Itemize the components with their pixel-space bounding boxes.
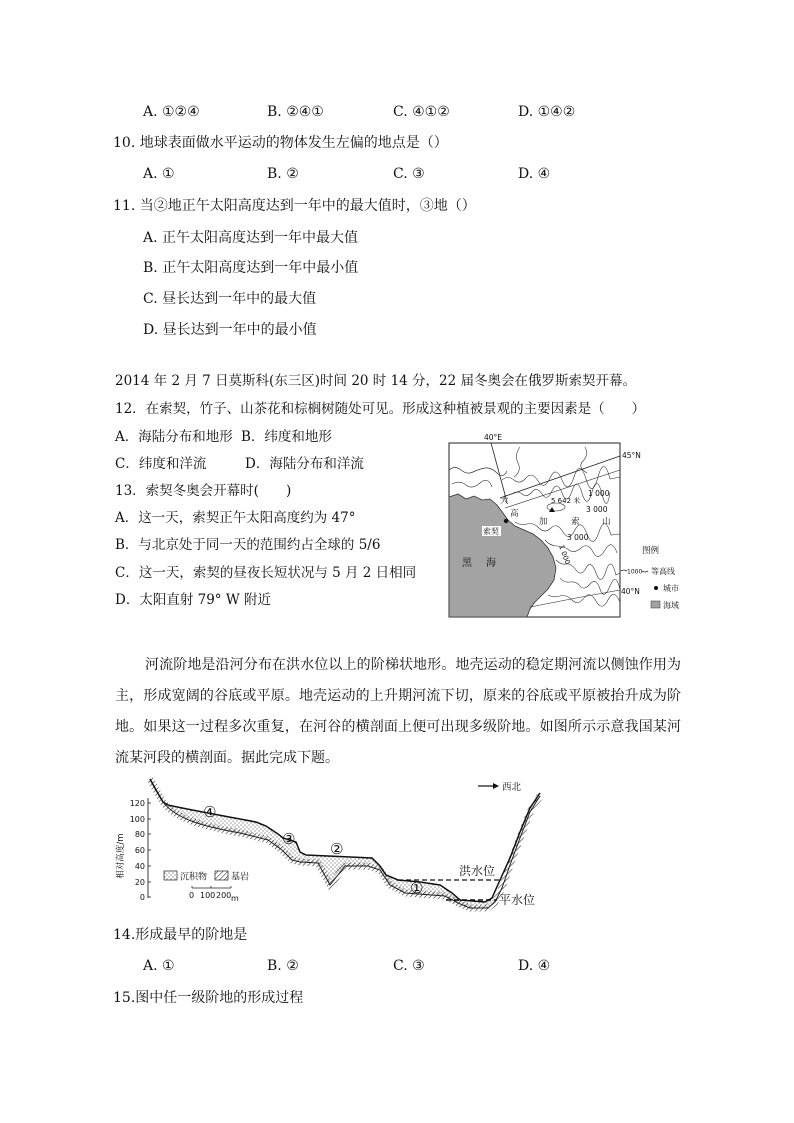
q15-stem: 15.图中任一级阶地的形成过程 (113, 990, 304, 1006)
city-dot-icon (504, 519, 508, 523)
y-tick-label: 20 (134, 878, 145, 887)
flood-level-label: 洪水位 (459, 864, 496, 878)
passage-line: 地。如果这一过程多次重复，在河谷的横剖面上便可出现多级阶地。如图所示示意我国某河 (115, 719, 681, 735)
q10-option-b: B. ② (267, 166, 299, 182)
terrace-cross-section (105, 775, 550, 915)
legend-contour-value: 1000 (627, 568, 643, 576)
q10-option-d: D. ④ (518, 166, 551, 182)
terrace-label-3: ③ (282, 830, 296, 848)
y-axis-label: 相对高度/m (116, 833, 126, 879)
scale-bar (192, 886, 231, 888)
option-c: C. ④①② (393, 104, 450, 120)
y-tick-label: 40 (134, 862, 145, 871)
q10-option-a: A. ① (143, 166, 175, 182)
sea-name-char: 海 (486, 558, 496, 569)
legend-city-dot-icon (654, 586, 658, 590)
range-name-char: 大 (500, 496, 509, 506)
arrow-head-icon (493, 783, 499, 789)
contour-label: 1 000 (557, 543, 572, 566)
q10-option-c: C. ③ (393, 166, 425, 182)
contour-label: 3 000 (586, 505, 608, 514)
passage-line: 主，形成宽阔的谷底或平原。地壳运动的上升期河流下切，原来的谷底或平原被抬升成为阶 (115, 688, 681, 704)
q13-option-c: C．这一天，索契的昼夜长短状况与 5 月 2 日相同 (115, 565, 417, 581)
y-tick-label: 0 (139, 893, 145, 902)
lat-south-label: 40°N (621, 587, 640, 596)
scale-label: 200 (216, 891, 232, 900)
legend-contour-label: 等高线 (651, 567, 675, 576)
terrace-label-4: ④ (203, 803, 217, 821)
terrace-label-2: ② (330, 840, 344, 858)
passage-line: 河流阶地是沿河分布在洪水位以上的阶梯状地形。地壳运动的稳定期河流以侧蚀作用为 (145, 657, 681, 673)
q11-option-c: C. 昼长达到一年中的最大值 (143, 291, 317, 307)
q11-option-a: A. 正午太阳高度达到一年中最大值 (143, 230, 359, 246)
normal-level-label: 平水位 (499, 893, 536, 907)
sochi-map (440, 428, 685, 623)
ground-surface (150, 779, 540, 902)
range-name-char: 高 (510, 509, 519, 519)
q11-option-b: B. 正午太阳高度达到一年中最小值 (143, 260, 359, 276)
q14-option-a: A. ① (143, 958, 175, 974)
q12-option-d: D．海陆分布和洋流 (245, 456, 364, 472)
q11-stem: 11. 当②地正午太阳高度达到一年中的最大值时，③地（） (113, 198, 476, 214)
q13-option-b: B．与北京处于同一天的范围约占全球的 5/6 (115, 537, 381, 553)
legend-sediment-label: 沉积物 (180, 872, 208, 883)
q12-option-c: C．纬度和洋流 (115, 456, 207, 472)
bedrock-band (150, 779, 540, 908)
q10-stem: 10. 地球表面做水平运动的物体发生左偏的地点是（） (113, 135, 448, 151)
sochi-intro: 2014 年 2 月 7 日莫斯科(东三区)时间 20 时 14 分，22 届冬奥会在俄罗斯索契开幕。 (115, 373, 637, 389)
y-tick-label: 100 (129, 815, 145, 824)
bedrock-line (150, 779, 540, 908)
q13-option-a: A．这一天，索契正午太阳高度约为 47° (115, 510, 356, 526)
y-tick-label: 60 (134, 846, 145, 855)
scale-label: 0 (189, 891, 195, 900)
city-label: 索契 (483, 527, 499, 536)
q11-option-d: D. 昼长达到一年中的最小值 (143, 322, 317, 338)
terrace-label-1: ① (410, 879, 424, 897)
legend-sea-label: 海域 (663, 601, 679, 610)
q13-stem: 13．索契冬奥会开幕时( ) (115, 483, 292, 499)
range-name-char: 加 (539, 517, 548, 527)
legend-bedrock-swatch (215, 871, 228, 880)
sea-name-char: 黑 (462, 558, 472, 569)
y-tick-label: 80 (134, 830, 145, 839)
legend-title: 图例 (642, 546, 660, 556)
q14-option-c: C. ③ (393, 958, 425, 974)
q12-option-b: B．纬度和地形 (241, 429, 332, 445)
lat-north-label: 45°N (622, 451, 641, 460)
q12-option-a: A．海陆分布和地形 (115, 429, 233, 445)
range-name-char: 山 (602, 517, 611, 527)
q14-option-d: D. ④ (518, 958, 551, 974)
legend-bedrock-label: 基岩 (231, 872, 250, 883)
range-name-char: 索 (571, 517, 580, 527)
legend-city-label: 城市 (663, 584, 679, 593)
contour-label: 1 000 (588, 489, 610, 498)
y-tick-label: 120 (129, 799, 145, 808)
contour-label: 3 000 (567, 533, 589, 542)
q13-option-d: D．太阳直射 79° W 附近 (115, 592, 272, 608)
legend-sediment-swatch (164, 871, 177, 880)
direction-label: 西北 (502, 782, 522, 793)
option-b: B. ②④① (267, 104, 324, 120)
meridian-label: 40°E (484, 433, 503, 442)
q14-stem: 14.形成最早的阶地是 (113, 927, 248, 943)
option-d: D. ①④② (518, 104, 576, 120)
scale-label: 100 (200, 891, 216, 900)
legend-sea-swatch (651, 601, 660, 608)
option-a: A. ①②④ (143, 104, 200, 120)
q12-stem: 12．在索契，竹子、山茶花和棕榈树随处可见。形成这种植被景观的主要因素是（ ） (115, 401, 646, 417)
peak-label: 5 642 米 (551, 497, 581, 505)
passage-line: 流某河段的横剖面。据此完成下题。 (115, 750, 339, 766)
q14-option-b: B. ② (267, 958, 299, 974)
scale-unit: m (231, 894, 239, 903)
